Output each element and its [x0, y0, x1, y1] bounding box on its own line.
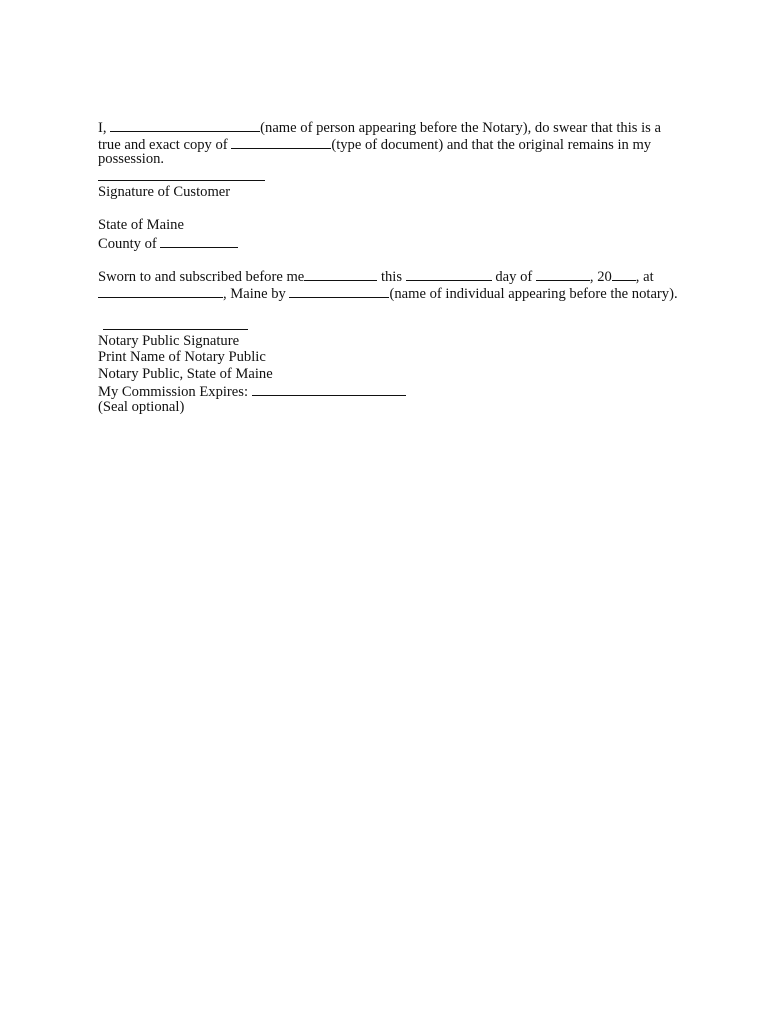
sworn-text: day of — [495, 269, 533, 285]
oath-text: possession. — [98, 151, 165, 167]
sworn-text: , Maine by — [223, 286, 286, 302]
oath-line-3 — [98, 151, 164, 168]
oath-text: (type of document) and that the original remains in my — [331, 137, 652, 153]
notary-signature-line[interactable] — [103, 329, 248, 330]
document-type-blank[interactable] — [231, 135, 331, 149]
print-name-label: Print Name of Notary Public — [98, 349, 266, 365]
sworn-line-2 — [98, 284, 678, 303]
person-name-blank[interactable] — [110, 118, 260, 132]
sworn-text: this — [380, 269, 403, 285]
oath-line-2 — [98, 135, 651, 154]
notary-signature-label: Notary Public Signature — [98, 333, 240, 349]
commission-label: My Commission Expires: — [98, 384, 248, 400]
individual-name-blank[interactable] — [289, 284, 389, 298]
sworn-text: Sworn to and subscribed before me — [98, 269, 305, 285]
commission-expiry-blank[interactable] — [252, 382, 406, 396]
notary-state-label: Notary Public, State of Maine — [98, 366, 273, 382]
sworn-text: (name of individual appearing before the notary). — [389, 286, 678, 302]
commission-line — [98, 382, 406, 401]
county-blank[interactable] — [160, 234, 238, 248]
state-line: State of Maine — [98, 217, 184, 233]
seal-label: (Seal optional) — [98, 399, 185, 415]
customer-signature-label: Signature of Customer — [98, 184, 231, 200]
town-blank[interactable] — [98, 284, 223, 298]
county-label: County of — [98, 236, 157, 252]
customer-signature-line[interactable] — [98, 180, 265, 181]
county-line — [98, 234, 238, 253]
sworn-before-blank[interactable] — [304, 267, 377, 281]
oath-text: I, — [98, 120, 107, 136]
sworn-text: , 20 — [589, 269, 612, 285]
sworn-text: , at — [635, 269, 654, 285]
oath-text: (name of person appearing before the Notary), do swear that this is a — [260, 120, 661, 136]
oath-line-1 — [98, 118, 661, 137]
sworn-line-1 — [98, 267, 654, 286]
year-blank[interactable] — [612, 267, 636, 281]
day-blank[interactable] — [406, 267, 492, 281]
oath-text: true and exact copy of — [98, 137, 228, 153]
month-blank[interactable] — [536, 267, 590, 281]
